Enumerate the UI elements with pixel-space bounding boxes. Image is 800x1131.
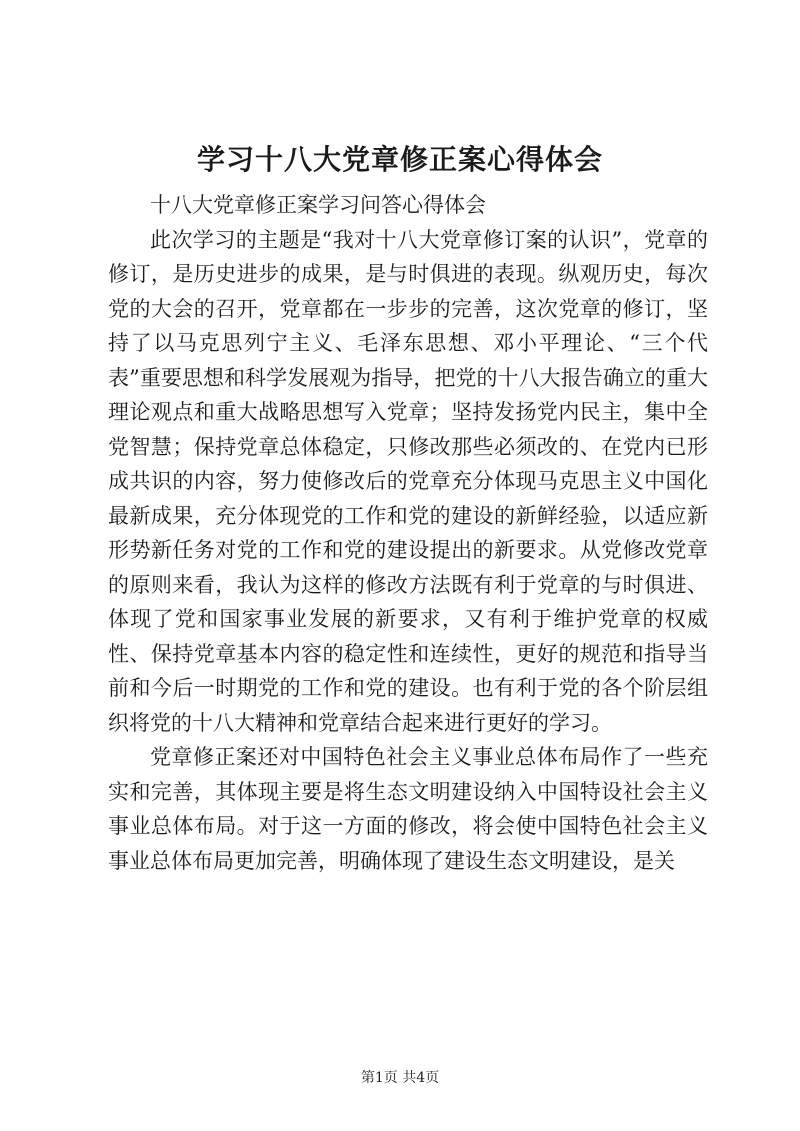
paragraph-subtitle: 十八大党章修正案学习问答心得体会: [150, 193, 486, 217]
page-number-footer: 第1页 共4页: [360, 1070, 440, 1086]
document-title: 学习十八大党章修正案心得体会: [196, 143, 603, 176]
paragraph-2: 党章修正案还对中国特色社会主义事业总体布局作了一些充实和完善，其体现主要是将生态文明建设纳入中国特设社会主义事业总体布局。对于这一方面的修改，将会使中国特色社会主义事业总体布局更加完善，明确体现了建设生态文明建设，是关: [108, 745, 708, 873]
paragraph-1: 此次学习的主题是“我对十八大党章修订案的认识”，党章的修订，是历史进步的成果，是与时俱进的表现。纵观历史，每次党的大会的召开，党章都在一步步的完善，这次党章的修订，坚持了以马克思列宁主义、毛泽东思想、邓小平理论、“三个代表”重要思想和科学发展观为指导，把党的十八大报告确立的重大理论观点和重大战略思想写入党章；坚持发扬党内民主，集中全党智慧；保持党章总体稳定，只修改那些必须改的、在党内已形成共识的内容，努力使修改后的党章充分体现马克思主义中国化最新成果，充分体现党的工作和党的建设的新鲜经验，以适应新形势新任务对党的工作和党的建设提出的新要求。从党修改党章的原则来看，我认为这样的修改方法既有利于党章的与时俱进、体现了党和国家事业发展的新要求，又有利于维护党章的权威性、保持党章基本内容的稳定性和连续性，更好的规范和指导当前和今后一时期党的工作和党的建设。也有利于党的各个阶层组织将党的十八大精神和党章结合起来进行更好的学习。: [108, 227, 708, 735]
document-body: [108, 188, 708, 878]
